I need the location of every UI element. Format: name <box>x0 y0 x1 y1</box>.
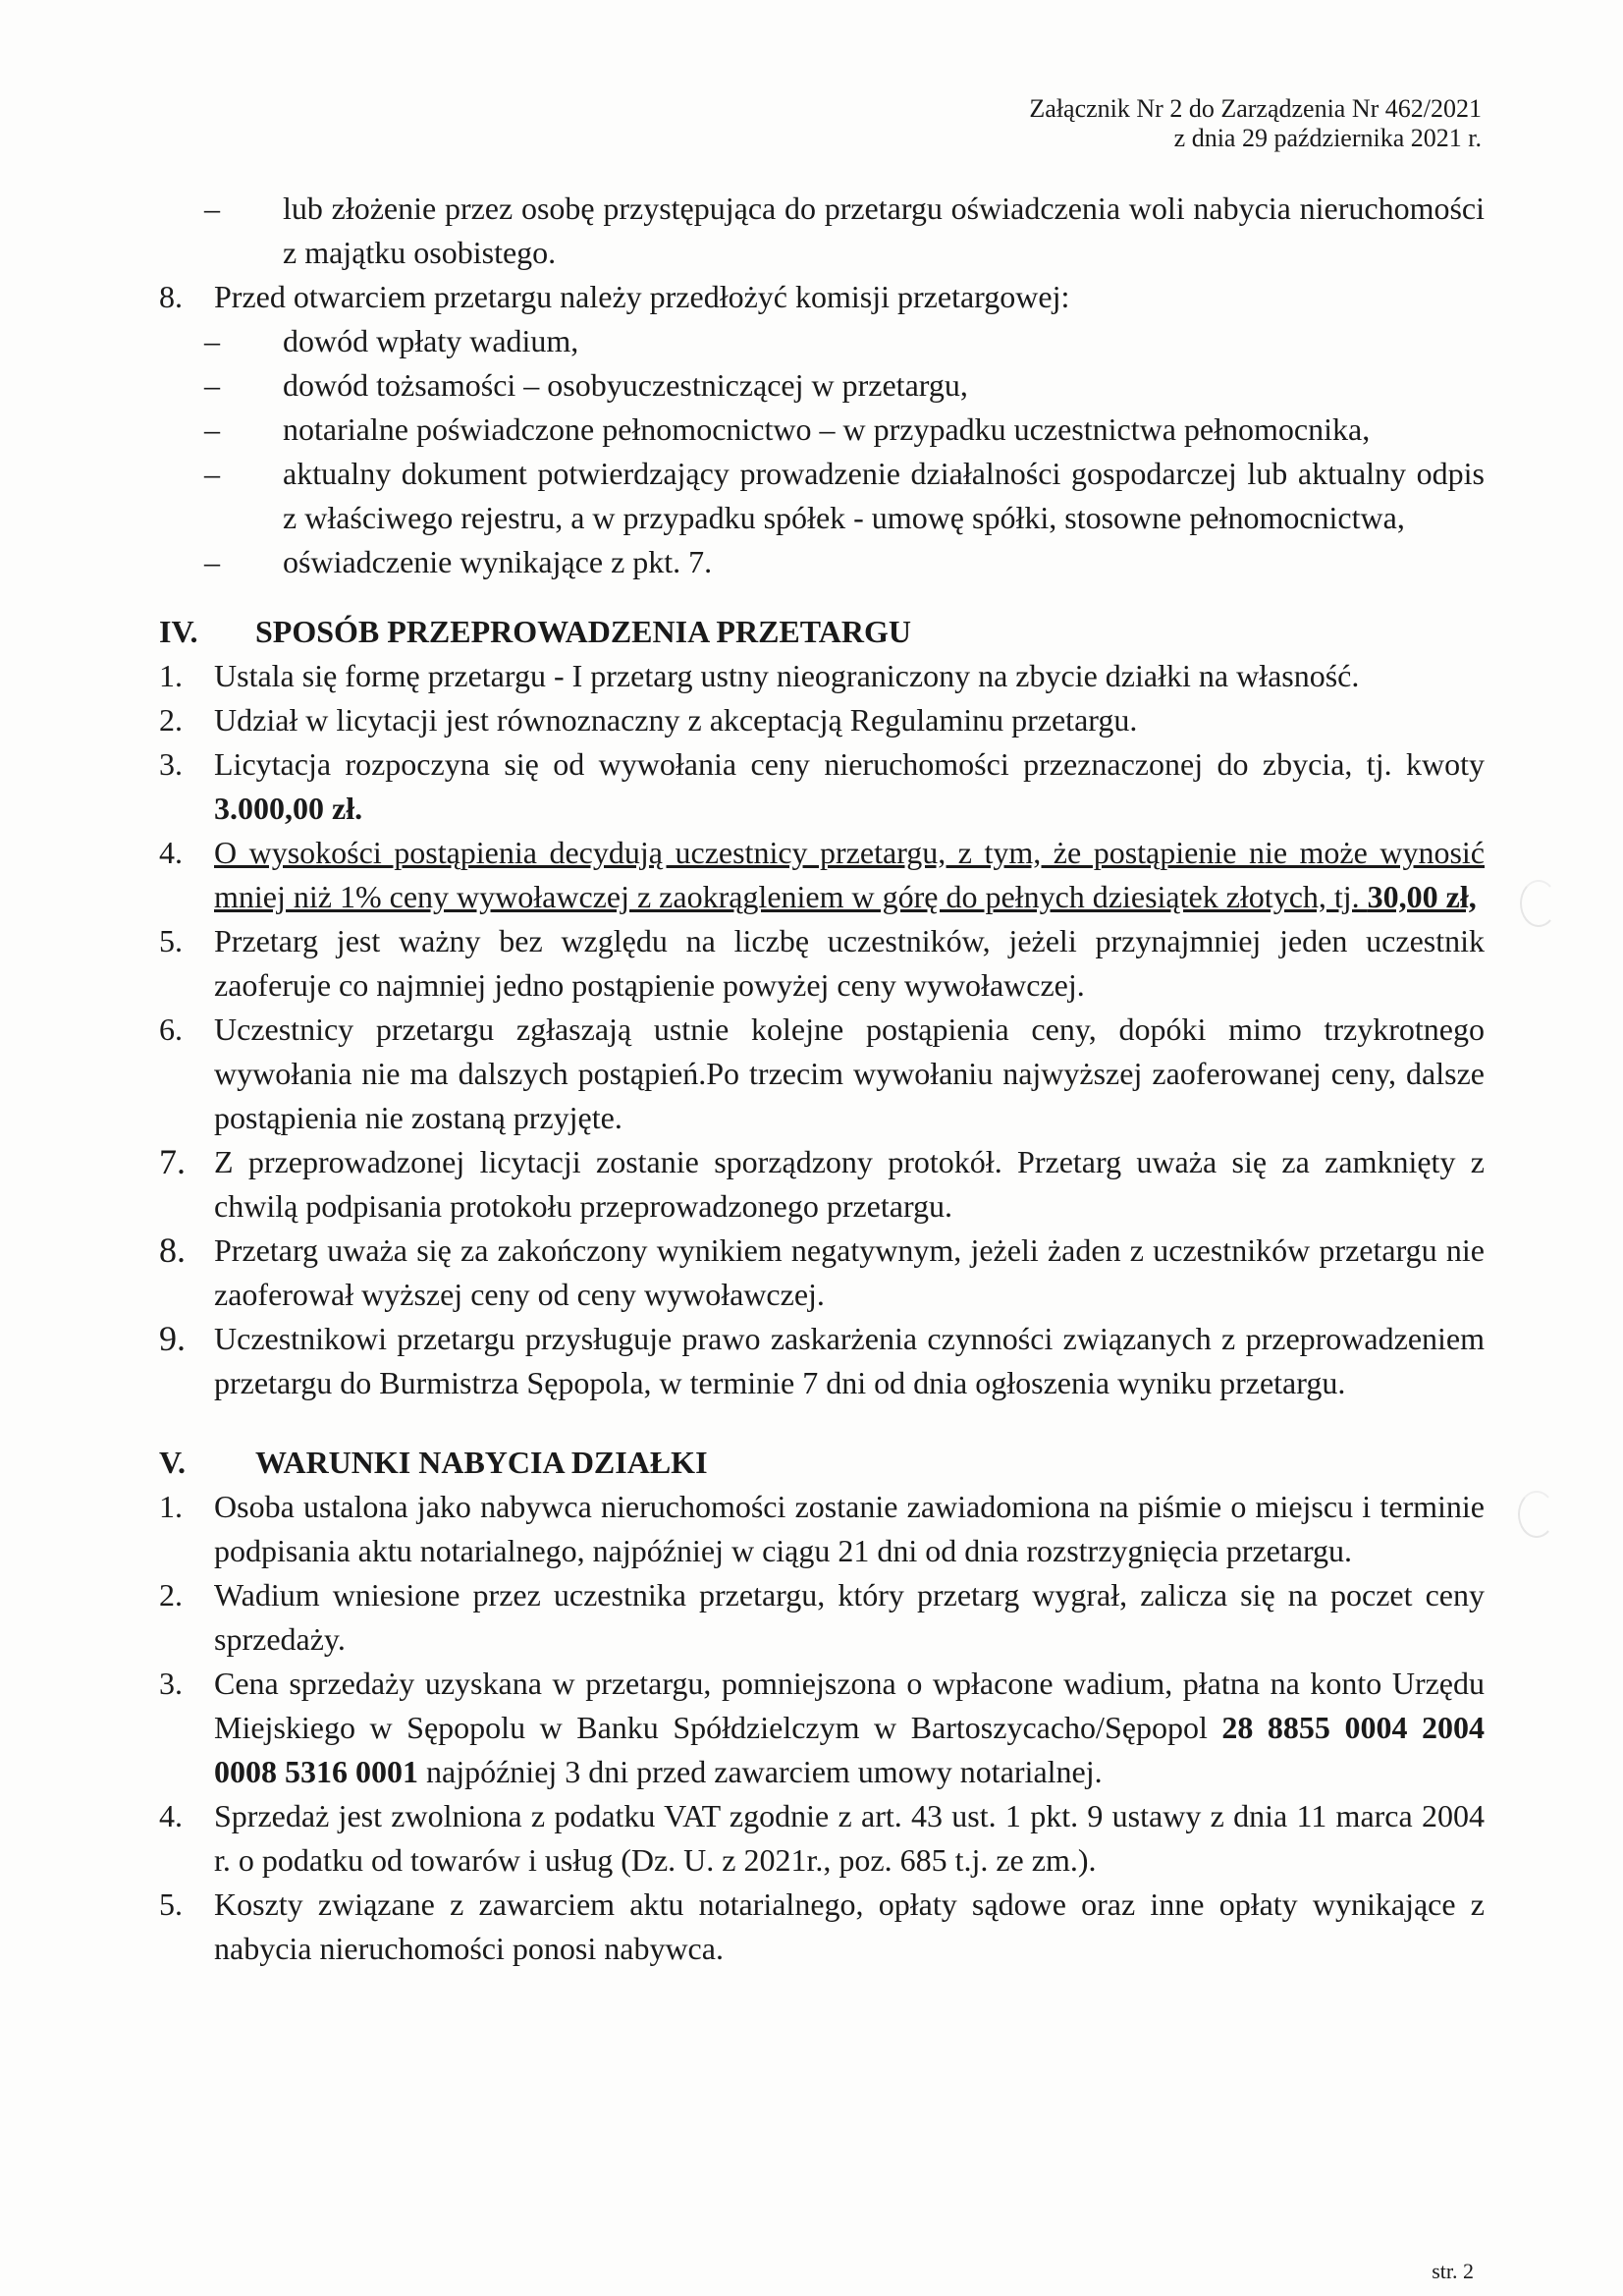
item-text <box>214 742 1485 831</box>
item-number: 9. <box>159 1319 186 1358</box>
item-text: Przetarg uważa się za zakończony wynikiem negatywnym, jeżeli żaden z uczestników przetargu nie zaoferował wyższej ceny od ceny wywoławczej. <box>214 1232 1485 1312</box>
point-text: Przed otwarciem przetargu należy przedłożyć komisji przetargowej: <box>214 279 1070 314</box>
dash-marker: – <box>204 367 220 403</box>
list-item <box>159 1008 1485 1140</box>
item-text: Wadium wniesione przez uczestnika przetargu, który przetarg wygrał, zalicza się na poczet ceny sprzedaży. <box>214 1577 1485 1657</box>
bank-account-number: 28 8855 0004 2004 0008 5316 0001 <box>214 1710 1486 1789</box>
punch-hole-mark <box>1520 880 1557 927</box>
point-8 <box>159 275 1485 319</box>
dash-item <box>159 452 1485 540</box>
list-item <box>159 1317 1485 1405</box>
item-text-main: Cena sprzedaży uzyskana w przetargu, pomniejszona o wpłacone wadium, płatna na konto Urzędu Miejskiego w Sępopolu w Banku Spółdzielczym w Bartoszycacho/Sępopol <box>214 1666 1485 1745</box>
item-number: 5. <box>159 923 183 958</box>
item-text: Udział w licytacji jest równoznaczny z akceptacją Regulaminu przetargu. <box>214 702 1138 738</box>
item-number: 1. <box>159 658 183 693</box>
dash-text: oświadczenie wynikające z pkt. 7. <box>283 544 713 579</box>
list-item <box>159 831 1485 919</box>
item-number: 8. <box>159 1230 186 1270</box>
item-number: 6. <box>159 1011 183 1047</box>
item-number: 4. <box>159 835 183 870</box>
item-text: Uczestnicy przetargu zgłaszają ustnie kolejne postąpienia ceny, dopóki mimo trzykrotnego wywołania nie ma dalszych postąpień.Po trzecim wywołaniu najwyższej zaoferowanej ceny, dalsze postąpienia nie zostaną przyjęte. <box>214 1011 1485 1135</box>
item-number: 1. <box>159 1489 183 1524</box>
item-number: 4. <box>159 1798 183 1833</box>
dash-item <box>159 363 1485 408</box>
section-number: V. <box>159 1445 186 1480</box>
item-text: Uczestnikowi przetargu przysługuje prawo zaskarżenia czynności związanych z przeprowadzeniem przetargu do Burmistrza Sępopola, w terminie 7 dni od dnia ogłoszenia wyniku przetargu. <box>214 1321 1485 1400</box>
item-text <box>214 831 1485 919</box>
item-number: 2. <box>159 1577 183 1613</box>
page-number: str. 2 <box>1432 2259 1474 2283</box>
dash-text: notarialne poświadczone pełnomocnictwo – w przypadku uczestnictwa pełnomocnika, <box>283 411 1371 447</box>
dash-item <box>159 319 1485 363</box>
dash-marker: – <box>204 191 220 226</box>
item-text: Koszty związane z zawarciem aktu notarialnego, opłaty sądowe oraz inne opłaty wynikające z nabycia nieruchomości ponosi nabywca. <box>214 1886 1485 1966</box>
dash-text: dowód tożsamości – osobyuczestniczącej w przetargu, <box>283 367 968 403</box>
list-item <box>159 1662 1485 1794</box>
dash-marker: – <box>204 411 220 447</box>
attachment-header <box>1029 94 1482 153</box>
item-text <box>214 1662 1485 1794</box>
list-item <box>159 698 1485 742</box>
item-text: Z przeprowadzonej licytacji zostanie sporządzony protokół. Przetarg uważa się za zamknięty z chwilą podpisania protokołu przeprowadzonego przetargu. <box>214 1144 1485 1224</box>
section-title: SPOSÓB PRZEPROWADZENIA PRZETARGU <box>255 614 911 649</box>
dash-item <box>159 187 1485 275</box>
list-item <box>159 1229 1485 1317</box>
dash-marker: – <box>204 323 220 358</box>
list-item <box>159 1883 1485 1971</box>
section-number: IV. <box>159 614 198 649</box>
item-text: Ustala się formę przetargu - I przetarg ustny nieograniczony na zbycie działki na własność. <box>214 658 1360 693</box>
list-item <box>159 919 1485 1008</box>
dash-marker: – <box>204 544 220 579</box>
dash-text: aktualny dokument potwierdzający prowadzenie działalności gospodarczej lub aktualny odpis z właściwego rejestru, a w przypadku spółek - umowę spółki, stosowne pełnomocnictwa, <box>283 456 1485 535</box>
amount-bold: 3.000,00 zł. <box>214 791 363 826</box>
point-number: 8. <box>159 279 183 314</box>
list-item <box>159 654 1485 698</box>
item-number: 7. <box>159 1142 186 1181</box>
section-heading <box>159 610 1485 654</box>
section-heading <box>159 1441 1485 1485</box>
document-body <box>159 187 1485 1971</box>
punch-hole-mark <box>1518 1491 1555 1538</box>
item-text: Przetarg jest ważny bez względu na liczbę uczestników, jeżeli przynajmniej jeden uczestnik zaoferuje co najmniej jedno postąpienie powyżej ceny wywoławczej. <box>214 923 1485 1003</box>
dash-text: dowód wpłaty wadium, <box>283 323 579 358</box>
list-item <box>159 1794 1485 1883</box>
dash-item <box>159 540 1485 584</box>
list-item <box>159 1140 1485 1229</box>
dash-text: lub złożenie przez osobę przystępująca do przetargu oświadczenia woli nabycia nieruchomości z majątku osobistego. <box>283 191 1485 270</box>
amount-bold: 30,00 zł, <box>1367 879 1477 914</box>
list-item <box>159 1573 1485 1662</box>
section-title: WARUNKI NABYCIA DZIAŁKI <box>255 1445 708 1480</box>
list-item <box>159 1485 1485 1573</box>
item-number: 5. <box>159 1886 183 1922</box>
item-text-main: Licytacja rozpoczyna się od wywołania ceny nieruchomości przeznaczonej do zbycia, tj. kwoty <box>214 746 1485 782</box>
dash-item <box>159 408 1485 452</box>
item-text: Sprzedaż jest zwolniona z podatku VAT zgodnie z art. 43 ust. 1 pkt. 9 ustawy z dnia 11 marca 2004 r. o podatku od towarów i usług (Dz. U. z 2021r., poz. 685 t.j. ze zm.). <box>214 1798 1485 1878</box>
header-line-2: z dnia 29 października 2021 r. <box>1173 124 1482 152</box>
item-number: 3. <box>159 1666 183 1701</box>
item-number: 3. <box>159 746 183 782</box>
header-line-1: Załącznik Nr 2 do Zarządzenia Nr 462/2021 <box>1029 94 1482 123</box>
item-text-tail: najpóźniej 3 dni przed zawarciem umowy notarialnej. <box>418 1754 1103 1789</box>
dash-marker: – <box>204 456 220 491</box>
item-number: 2. <box>159 702 183 738</box>
item-text: Osoba ustalona jako nabywca nieruchomości zostanie zawiadomiona na piśmie o miejscu i terminie podpisania aktu notarialnego, najpóźniej w ciągu 21 dni od dnia rozstrzygnięcia przetargu. <box>214 1489 1485 1568</box>
item-text-main: O wysokości postąpienia decydują uczestnicy przetargu, z tym, że postąpienie nie może wynosić mniej niż 1% ceny wywoławczej z zaokrągleniem w górę do pełnych dziesiątek złotych, tj. <box>214 835 1485 914</box>
list-item <box>159 742 1485 831</box>
